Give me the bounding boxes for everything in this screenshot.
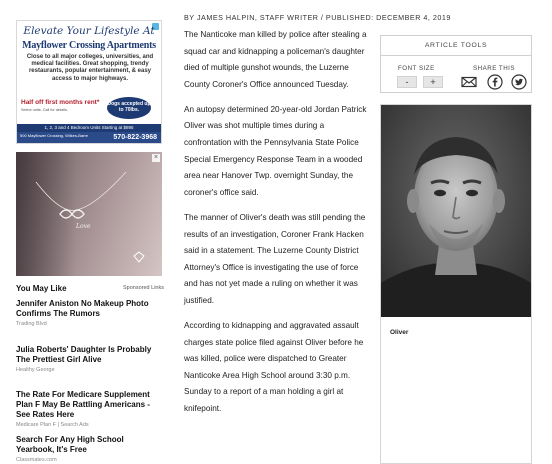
increase-font-button[interactable]: + <box>423 76 443 88</box>
sponsored-item[interactable] <box>16 345 164 373</box>
svg-text:Love: Love <box>76 223 91 230</box>
article-photo[interactable] <box>381 105 531 317</box>
article-paragraph: The Nanticoke man killed by police after stealing a squad car and kidnapping a policeman's daughter died of multiple gunshot wounds, the Luzerne County Coroner's Office announced Tuesday. <box>184 30 367 89</box>
ad-brand: Mayflower Crossing Apartments <box>22 40 156 51</box>
sponsored-links-label[interactable]: Sponsored Links <box>123 285 164 291</box>
font-size-label: FONT SIZE <box>398 65 435 72</box>
decrease-font-button[interactable]: - <box>397 76 417 88</box>
ad-contact-bar <box>17 132 161 144</box>
twitter-icon[interactable] <box>511 74 527 90</box>
article-photo-box <box>380 104 532 464</box>
jewelry-ad[interactable] <box>16 152 162 276</box>
ad-units-bar: 1, 2, 3 and 4 Bedroom Units Starting at $895 <box>17 124 161 132</box>
you-may-like-widget <box>16 284 164 463</box>
you-may-like-header <box>16 284 164 298</box>
ad-promo <box>21 97 159 124</box>
article-paragraph: An autopsy determined 20-year-old Jordan Patrick Oliver was shot multiple times during a confrontation with the Pennsylvania State Police Special Emergency Response Team in a wooded area near Hanover Twp. overnight Sunday, the coroner's office said. <box>184 104 367 197</box>
sponsored-source: Trading Blvd <box>16 321 47 327</box>
you-may-like-title: You May Like <box>16 284 67 293</box>
article-body <box>184 27 372 426</box>
facebook-icon[interactable] <box>487 74 503 90</box>
email-icon[interactable] <box>461 74 477 90</box>
sponsored-source: Classmates.com <box>16 457 57 463</box>
sponsored-item[interactable] <box>16 299 164 327</box>
article-paragraph: The manner of Oliver's death was still pending the results of an investigation, Coroner Frank Hacken said in a statement. The Luzerne County District Attorney's Office is investigating the use of force and has not yet made a ruling on whether it was justified. <box>184 212 366 305</box>
sponsored-item[interactable] <box>16 390 164 428</box>
article-byline: BY JAMES HALPIN, STAFF WRITER / PUBLISHED: DECEMBER 4, 2019 <box>184 13 451 22</box>
sponsored-headline[interactable]: The Rate For Medicare Supplement Plan F May Be Rattling Americans - See Rates Here <box>16 390 150 419</box>
article-tools-title: ARTICLE TOOLS <box>381 36 531 56</box>
ad-blurb: Close to all major colleges, universities, and medical facilities. Great shopping, trendy restaurants, popular entertainment, & easy access to major highways. <box>26 54 154 82</box>
apartment-ad[interactable] <box>16 20 162 144</box>
ad-promo-text: Half off first months rent* <box>21 99 100 106</box>
mugshot-image <box>381 105 531 317</box>
ad-fine-print: Select units. Call for details. <box>21 108 68 112</box>
sponsored-headline[interactable]: Search For Any High School Yearbook, It's Free <box>16 435 124 454</box>
share-this-label: SHARE THIS <box>473 65 516 72</box>
ad-address: 500 Mayflower Crossing, Wilkes-Barre <box>20 133 89 138</box>
article-paragraph: According to kidnapping and aggravated assault charges state police filed against Oliver before he was killed, police were dispatched to Greater Nanticoke Area High School around 3:30 p.m. Sunday to a report of a man holding a girl at knifepoint. <box>184 321 364 413</box>
sponsored-source: Medicare Plan F | Search Ads <box>16 422 89 428</box>
sponsored-headline[interactable]: Julia Roberts' Daughter Is Probably The Prettiest Girl Alive <box>16 345 152 364</box>
sponsored-item[interactable] <box>16 435 164 463</box>
sponsored-source: Healthy George <box>16 367 55 373</box>
ad-phone[interactable]: 570-822-3968 <box>113 134 157 141</box>
sponsored-headline[interactable]: Jennifer Aniston No Makeup Photo Confirms The Rumors <box>16 299 149 318</box>
article-tools-panel <box>380 35 532 93</box>
ad-close-icon[interactable]: × <box>153 154 159 161</box>
ad-badge: Dogs accepted up to 70lbs. <box>107 97 151 119</box>
necklace-illustration <box>16 152 162 276</box>
photo-caption: Oliver <box>390 329 409 336</box>
ad-tagline: Elevate Your Lifestyle At <box>23 25 155 37</box>
left-sidebar <box>0 0 168 464</box>
